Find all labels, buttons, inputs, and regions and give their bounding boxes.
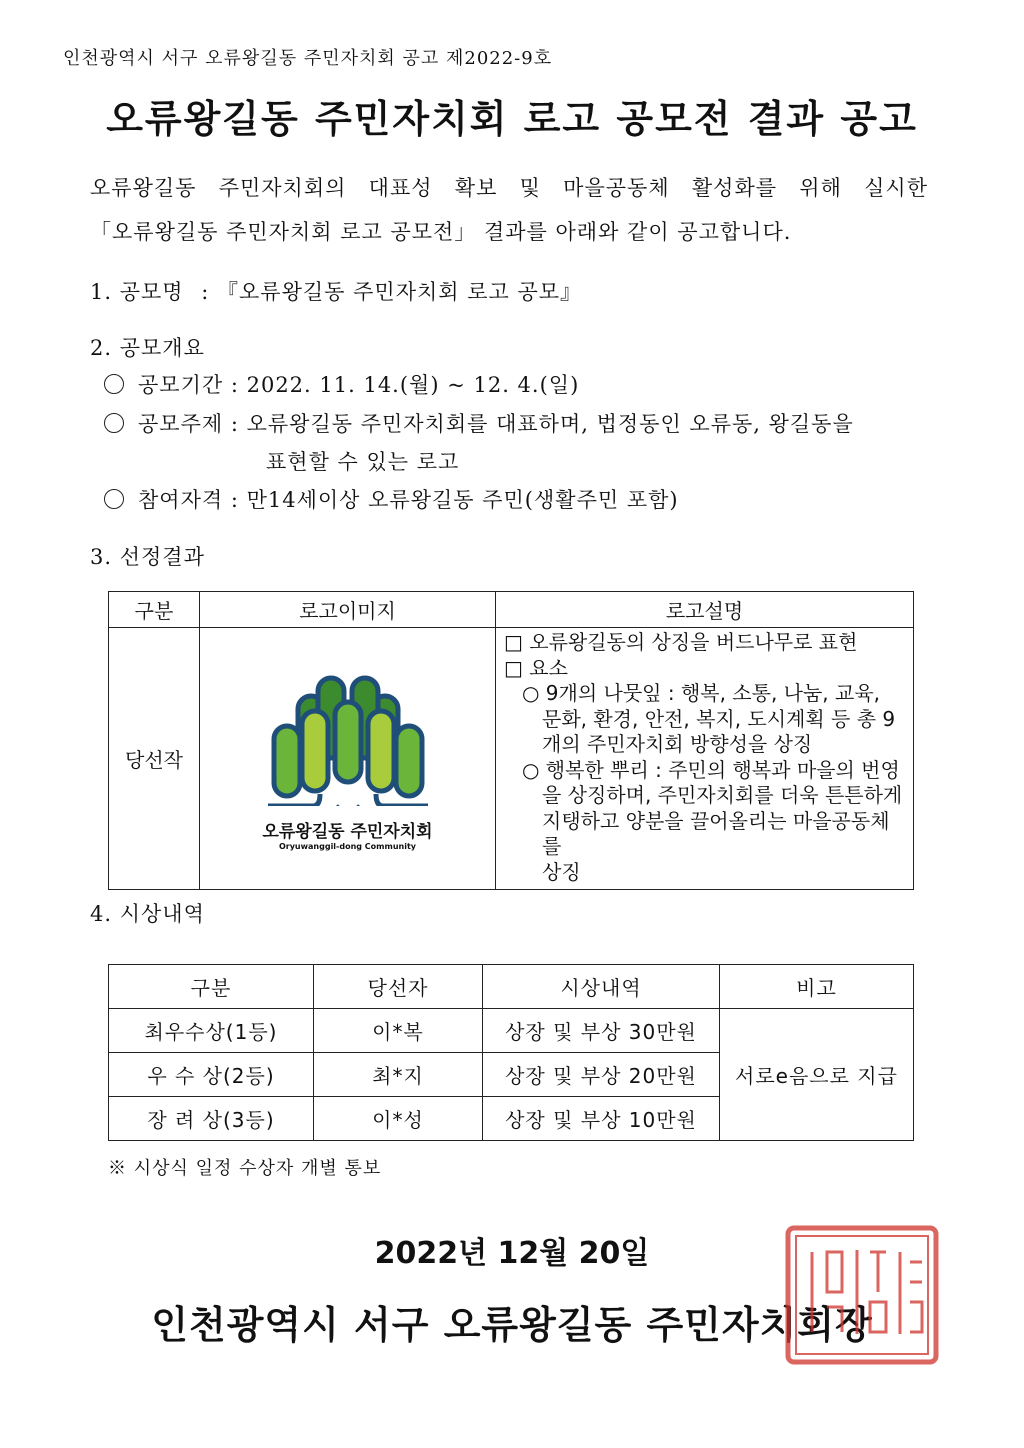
signer: 인천광역시 서구 오류왕길동 주민자치회장 (151, 1303, 873, 1347)
intro-line-2: 「오류왕길동 주민자치회 로고 공모전」 결과를 아래와 같이 공고합니다. (90, 220, 792, 244)
section-2-heading: 2. 공모개요 (90, 336, 205, 360)
notice-date: 2022년 12월 20일 (374, 1236, 650, 1271)
logo-subtitle: Oryuwanggil-dong Community (278, 842, 417, 851)
desc-line: 지탱하고 양분을 끌어올리는 마을공동체를 (542, 808, 890, 858)
circle-bullet-icon (104, 374, 124, 394)
col-header: 시상내역 (483, 965, 720, 1009)
cell: 최*지 (314, 1053, 483, 1097)
overview-item: 참여자격 : 만14세이상 오류왕길동 주민(생활주민 포함) (104, 484, 679, 514)
willow-tree-logo-icon (258, 666, 438, 806)
col-header: 비고 (720, 965, 914, 1009)
cell: 장 려 상(3등) (109, 1097, 314, 1141)
section-3-heading: 3. 선정결과 (90, 545, 205, 569)
logo-cell (200, 628, 496, 890)
cell: 상장 및 부상 10만원 (483, 1097, 720, 1141)
official-seal-icon (782, 1222, 942, 1368)
cell: 이*복 (314, 1009, 483, 1053)
col-header: 로고설명 (496, 592, 914, 628)
row-label: 당선작 (109, 628, 200, 890)
desc-line: □ 요소 (504, 655, 568, 680)
circle-bullet-icon (104, 489, 124, 509)
section-1 (90, 276, 582, 306)
award-note: ※ 시상식 일정 수상자 개별 통보 (108, 1158, 382, 1179)
col-header: 로고이미지 (200, 592, 496, 628)
section-4-heading: 4. 시상내역 (90, 902, 205, 926)
desc-line: ○ 9개의 나뭇잎 : 행복, 소통, 나눔, 교육, (522, 681, 881, 705)
table-row (109, 1009, 914, 1053)
col-header: 당선자 (314, 965, 483, 1009)
overview-item: 공모주제 : 오류왕길동 주민자치회를 대표하며, 법정동인 오류동, 왕길동을 (104, 408, 854, 438)
desc-line: 을 상징하며, 주민자치회를 더욱 튼튼하게 (542, 783, 903, 807)
cell: 상장 및 부상 20만원 (483, 1053, 720, 1097)
desc-line: ○ 행복한 뿌리 : 주민의 행복과 마을의 번영 (522, 757, 900, 782)
desc-line: 상징 (542, 859, 581, 884)
logo-description (496, 628, 914, 890)
notice-number: 인천광역시 서구 오류왕길동 주민자치회 공고 제2022-9호 (63, 48, 553, 69)
overview-item-cont: 표현할 수 있는 로고 (266, 450, 460, 474)
col-header: 구분 (109, 965, 314, 1009)
award-table (108, 964, 914, 1141)
desc-line: 문화, 환경, 안전, 복지, 도시계획 등 총 9 (542, 706, 896, 731)
section-1-value: : 『오류왕길동 주민자치회 로고 공모』 (201, 280, 583, 304)
page-title: 오류왕길동 주민자치회 로고 공모전 결과 공고 (106, 97, 918, 141)
logo-name: 오류왕길동 주민자치회 (262, 822, 433, 842)
cell: 이*성 (314, 1097, 483, 1141)
intro-line-1: 오류왕길동 주민자치회의 대표성 확보 및 마을공동체 활성화를 위해 실시한 (90, 176, 928, 200)
col-header: 구분 (109, 592, 200, 628)
selection-result-table (108, 591, 914, 890)
remark-cell: 서로e음으로 지급 (720, 1009, 914, 1141)
desc-line: □ 오류왕길동의 상징을 버드나무로 표현 (504, 630, 858, 654)
cell: 최우수상(1등) (109, 1009, 314, 1053)
circle-bullet-icon (104, 413, 124, 433)
cell: 상장 및 부상 30만원 (483, 1009, 720, 1053)
overview-item: 공모기간 : 2022. 11. 14.(월) ~ 12. 4.(일) (104, 369, 579, 399)
section-1-heading: 1. 공모명 (90, 280, 184, 304)
desc-line: 개의 주민자치회 방향성을 상징 (542, 732, 813, 756)
cell: 우 수 상(2등) (109, 1053, 314, 1097)
